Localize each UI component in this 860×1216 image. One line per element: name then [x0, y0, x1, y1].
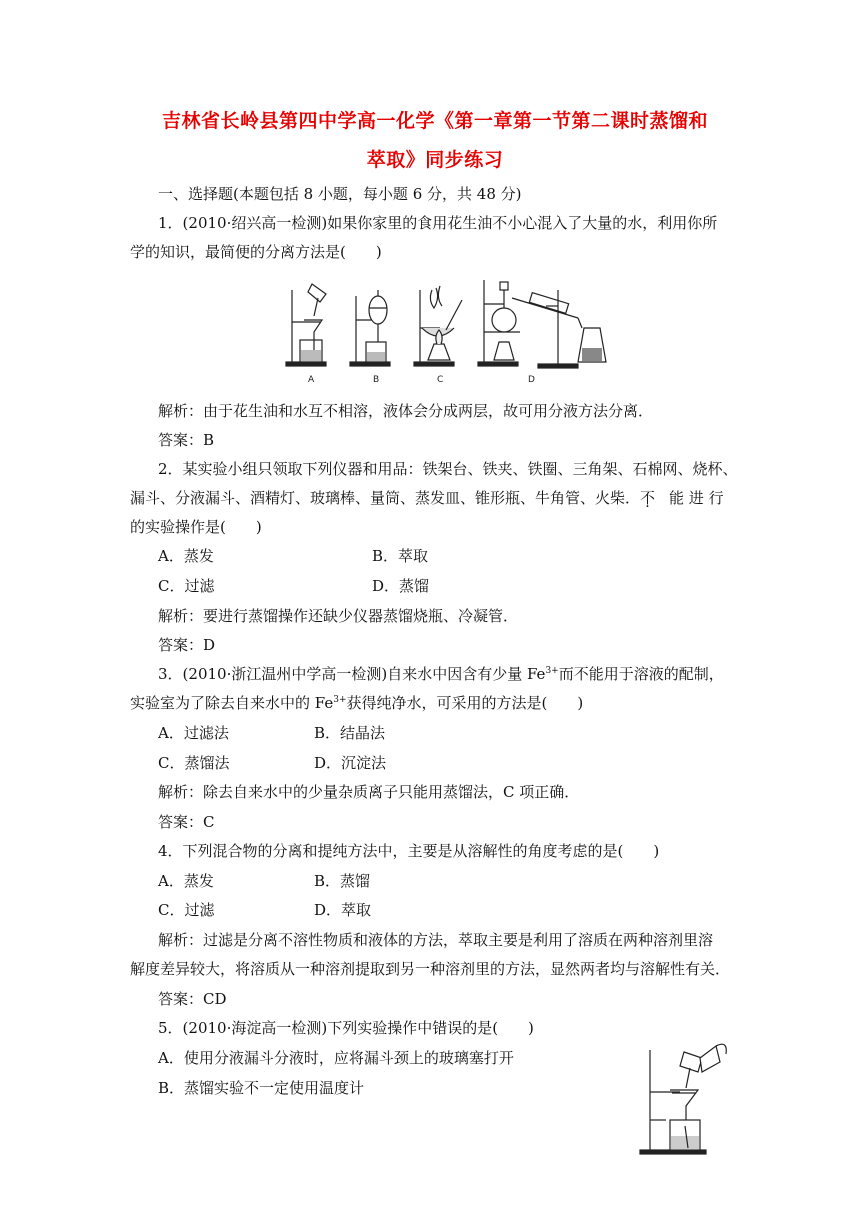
q4-option-b: B．蒸馏: [314, 872, 371, 890]
q4-answer: 答案：CD: [158, 990, 227, 1008]
apparatus-a-filtration: [286, 284, 326, 366]
q1-analysis: 解析：由于花生油和水互不相溶，液体会分成两层，故可用分液方法分离．: [158, 402, 654, 420]
q3-option-b: B．结晶法: [314, 724, 386, 742]
q3-stem-line-1: [158, 664, 724, 684]
q2-stem-line-3: 的实验操作是( ): [130, 518, 262, 536]
apparatus-c-evaporation: [414, 286, 462, 366]
fig-label-b: B: [373, 375, 380, 385]
q3-stem-line-2a: 实验室为了除去自来水中的 Fe: [130, 694, 334, 712]
q3-stem-line-1b: 而不能用于溶液的配制，: [558, 665, 724, 683]
q1-stem-line-2: 学的知识，最简便的分离方法是( ): [130, 243, 382, 261]
fig-label-a: A: [308, 375, 315, 385]
q5-filtration-figure: [636, 1036, 736, 1160]
q2-stem-line-1: 2．某实验小组只领取下列仪器和用品：铁架台、铁夹、铁圈、三角架、石棉网、烧杯、: [158, 460, 738, 478]
q4-option-d: D．萃取: [314, 901, 372, 919]
q5-option-a: A．使用分液漏斗分液时，应将漏斗颈上的玻璃塞打开: [158, 1049, 514, 1067]
q3-superscript-1: 3+: [545, 666, 559, 676]
q2-option-a: A．蒸发: [158, 547, 214, 565]
q4-analysis-line-2: 解度差异较大，将溶质从一种溶剂提取到另一种溶剂里的方法，显然两者均与溶解性有关．: [130, 960, 731, 978]
q3-analysis: 解析：除去自来水中的少量杂质离子只能用蒸馏法，C 项正确．: [158, 783, 580, 801]
q2-option-d: D．蒸馏: [372, 577, 430, 595]
q3-stem-line-2b: 获得纯净水，可采用的方法是( ): [346, 694, 584, 712]
q4-stem: 4．下列混合物的分离和提纯方法中，主要是从溶解性的角度考虑的是( ): [158, 842, 660, 860]
q4-option-a: A．蒸发: [158, 872, 214, 890]
apparatus-d-distillation: [478, 280, 606, 368]
q2-stem-line-2c: 能 进 行: [669, 489, 724, 507]
q3-superscript-2: 3+: [333, 695, 347, 705]
q5-stem: 5．(2010·海淀高一检测)下列实验操作中错误的是( ): [158, 1019, 534, 1037]
q3-stem-line-2: [130, 693, 583, 713]
q3-option-d: D．沉淀法: [314, 754, 387, 772]
q1-stem-line-1: 1．(2010·绍兴高一检测)如果你家里的食用花生油不小心混入了大量的水，利用你所: [158, 214, 718, 232]
q3-option-a: A．过滤法: [158, 724, 229, 742]
q1-apparatus-figure: [282, 270, 612, 390]
q1-answer: 答案：B: [158, 431, 215, 449]
q3-option-c: C．蒸馏法: [158, 754, 230, 772]
q2-emphasis-not: 不: [640, 489, 656, 507]
q2-answer: 答案：D: [158, 636, 216, 654]
q2-stem-line-2: [130, 488, 724, 508]
q2-stem-line-2a: 漏斗、分液漏斗、酒精灯、玻璃棒、量筒、蒸发皿、锥形瓶、牛角管、火柴．: [130, 489, 641, 507]
q4-analysis-line-1: 解析：过滤是分离不溶性物质和液体的方法，萃取主要是利用了溶质在两种溶剂里溶: [158, 931, 714, 949]
q2-analysis: 解析：要进行蒸馏操作还缺少仪器蒸馏烧瓶、冷凝管．: [158, 607, 519, 625]
page-title-line-2: 萃取》同步练习: [366, 149, 504, 171]
page-title-line-1: 吉林省长岭县第四中学高一化学《第一章第一节第二课时蒸馏和: [161, 110, 708, 132]
q4-option-c: C．过滤: [158, 901, 215, 919]
q2-option-b: B．萃取: [372, 547, 429, 565]
q2-option-c: C．过滤: [158, 577, 215, 595]
fig-label-d: D: [528, 375, 535, 385]
fig-label-c: C: [437, 375, 444, 385]
q3-stem-line-1a: 3．(2010·浙江温州中学高一检测)自来水中因含有少量 Fe: [158, 665, 546, 683]
q3-answer: 答案：C: [158, 813, 215, 831]
section-heading: 一、选择题(本题包括 8 小题，每小题 6 分，共 48 分): [158, 185, 522, 203]
q5-option-b: B．蒸馏实验不一定使用温度计: [158, 1079, 365, 1097]
apparatus-b-separatory-funnel: [350, 290, 390, 366]
